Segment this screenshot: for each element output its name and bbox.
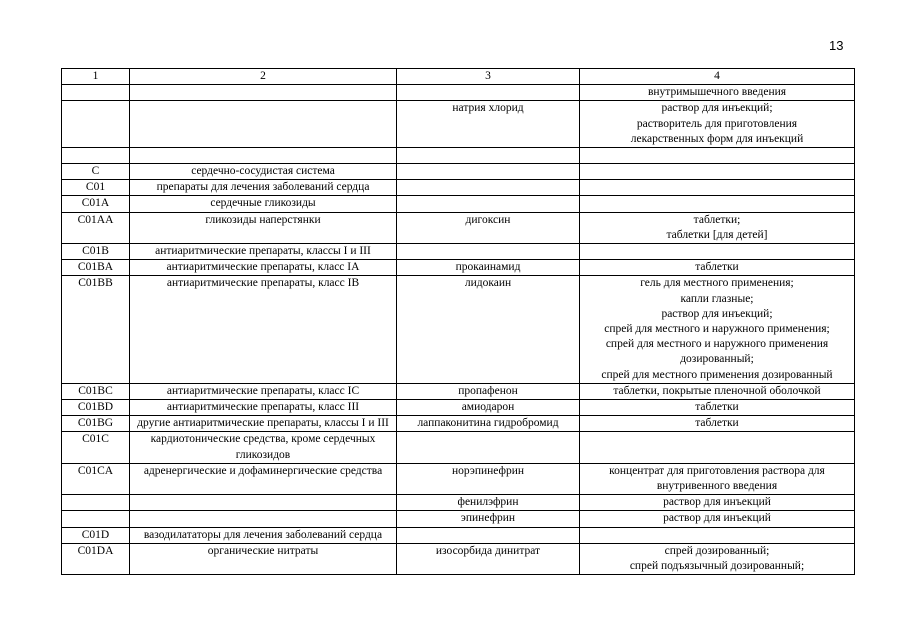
drug-name-cell: амиодарон — [397, 400, 580, 416]
table-row — [62, 148, 855, 164]
dosage-form-cell — [580, 511, 855, 527]
atc-code-cell: C01BC — [62, 383, 130, 399]
drug-name-cell: дигоксин — [397, 212, 580, 243]
group-name-cell: гликозиды наперстянки — [130, 212, 397, 243]
drug-name-cell — [397, 244, 580, 260]
atc-code-cell: C01 — [62, 180, 130, 196]
group-name-cell: антиаритмические препараты, классы I и III — [130, 244, 397, 260]
dosage-form-line: раствор для инъекций — [663, 496, 771, 509]
drug-name-cell — [397, 432, 580, 463]
dosage-form-line: таблетки [для детей] — [666, 228, 768, 241]
table-row — [62, 432, 855, 463]
dosage-form-line: лекарственных форм для инъекций — [630, 132, 804, 145]
drug-name-cell — [397, 180, 580, 196]
dosage-form-cell — [580, 148, 855, 164]
dosage-form-line: спрей подъязычный дозированный; — [629, 560, 805, 573]
header-cell-2: 2 — [130, 69, 397, 85]
table-row — [62, 511, 855, 527]
group-name-cell — [130, 495, 397, 511]
group-name-cell — [130, 85, 397, 101]
dosage-form-line: внутримышечного введения — [647, 86, 787, 99]
table-row — [62, 85, 855, 101]
header-cell-3: 3 — [397, 69, 580, 85]
dosage-form-line: спрей для местного и наружного применения; — [604, 323, 830, 336]
dosage-form-cell — [580, 180, 855, 196]
dosage-form-line: гель для местного применения; — [640, 277, 794, 290]
dosage-form-line: таблетки; — [693, 213, 741, 226]
table-row — [62, 276, 855, 383]
group-name-cell: адренергические и дофаминергические средства — [130, 463, 397, 494]
atc-code-cell: C01AA — [62, 212, 130, 243]
table-row — [62, 543, 855, 574]
dosage-form-cell — [580, 85, 855, 101]
atc-code-cell: C01A — [62, 196, 130, 212]
group-name-cell: вазодилататоры для лечения заболеваний сердца — [130, 527, 397, 543]
dosage-form-cell — [580, 400, 855, 416]
table-row — [62, 101, 855, 148]
table-row — [62, 400, 855, 416]
drug-name-cell: натрия хлорид — [397, 101, 580, 148]
dosage-form-line: таблетки, покрытые пленочной оболочкой — [613, 384, 821, 397]
dosage-form-cell — [580, 164, 855, 180]
header-cell-1: 1 — [62, 69, 130, 85]
dosage-form-line: спрей для местного и наружного применения — [605, 338, 829, 351]
group-name-cell: антиаритмические препараты, класс III — [130, 400, 397, 416]
dosage-form-cell — [580, 463, 855, 494]
atc-code-cell — [62, 85, 130, 101]
atc-code-cell: C01BG — [62, 416, 130, 432]
dosage-form-line: таблетки — [695, 261, 739, 274]
atc-code-cell: C01BD — [62, 400, 130, 416]
dosage-form-line: раствор для инъекций; — [661, 307, 773, 320]
drug-name-cell — [397, 164, 580, 180]
drug-name-cell: изосорбида динитрат — [397, 543, 580, 574]
dosage-form-line: раствор для инъекций; — [661, 102, 773, 115]
dosage-form-cell — [580, 543, 855, 574]
header-cell-4: 4 — [580, 69, 855, 85]
atc-code-cell: C — [62, 164, 130, 180]
drug-name-cell: прокаинамид — [397, 260, 580, 276]
dosage-form-line: внутривенного введения — [656, 480, 778, 493]
dosage-form-cell — [580, 276, 855, 383]
table-row — [62, 527, 855, 543]
table-row — [62, 260, 855, 276]
dosage-form-cell — [580, 101, 855, 148]
table-row — [62, 164, 855, 180]
group-name-cell: органические нитраты — [130, 543, 397, 574]
drug-name-cell — [397, 527, 580, 543]
table-row — [62, 463, 855, 494]
atc-code-cell: C01BA — [62, 260, 130, 276]
dosage-form-line: раствор для инъекций — [663, 512, 771, 525]
table-row — [62, 196, 855, 212]
group-name-cell: антиаритмические препараты, класс IB — [130, 276, 397, 383]
drug-name-cell: лидокаин — [397, 276, 580, 383]
dosage-form-line: таблетки — [695, 401, 739, 414]
group-name-cell — [130, 148, 397, 164]
drug-name-cell: эпинефрин — [397, 511, 580, 527]
group-name-cell: антиаритмические препараты, класс IC — [130, 383, 397, 399]
drug-name-cell: пропафенон — [397, 383, 580, 399]
group-name-cell: сердечно-сосудистая система — [130, 164, 397, 180]
group-name-cell — [130, 101, 397, 148]
drug-name-cell: норэпинефрин — [397, 463, 580, 494]
atc-code-cell — [62, 495, 130, 511]
dosage-form-cell — [580, 495, 855, 511]
dosage-form-cell — [580, 383, 855, 399]
group-name-cell: препараты для лечения заболеваний сердца — [130, 180, 397, 196]
drug-classification-table — [61, 68, 855, 575]
dosage-form-cell — [580, 527, 855, 543]
table-header-row — [62, 69, 855, 85]
dosage-form-line: концентрат для приготовления раствора для — [609, 464, 825, 477]
table-row — [62, 416, 855, 432]
dosage-form-cell — [580, 196, 855, 212]
table-row — [62, 180, 855, 196]
drug-name-cell: лаппаконитина гидробромид — [397, 416, 580, 432]
group-name-cell: другие антиаритмические препараты, классы I и III — [130, 416, 397, 432]
dosage-form-line: таблетки — [695, 417, 739, 430]
atc-code-cell: C01B — [62, 244, 130, 260]
table-row — [62, 212, 855, 243]
group-name-cell: сердечные гликозиды — [130, 196, 397, 212]
dosage-form-cell — [580, 260, 855, 276]
atc-code-cell: C01DA — [62, 543, 130, 574]
drug-name-cell — [397, 85, 580, 101]
dosage-form-cell — [580, 212, 855, 243]
group-name-cell: кардиотонические средства, кроме сердечных гликозидов — [130, 432, 397, 463]
dosage-form-line: капли глазные; — [680, 292, 754, 305]
page-number: 13 — [829, 38, 844, 53]
dosage-form-cell — [580, 244, 855, 260]
atc-code-cell — [62, 511, 130, 527]
dosage-form-cell — [580, 416, 855, 432]
atc-code-cell: C01D — [62, 527, 130, 543]
dosage-form-line: растворитель для приготовления — [636, 117, 798, 130]
drug-name-cell: фенилэфрин — [397, 495, 580, 511]
group-name-cell — [130, 511, 397, 527]
drug-name-cell — [397, 196, 580, 212]
atc-code-cell: C01BB — [62, 276, 130, 383]
table-row — [62, 495, 855, 511]
drug-name-cell — [397, 148, 580, 164]
atc-code-cell: C01CA — [62, 463, 130, 494]
dosage-form-line: спрей дозированный; — [664, 544, 770, 557]
atc-code-cell: C01C — [62, 432, 130, 463]
atc-code-cell — [62, 101, 130, 148]
dosage-form-line: спрей для местного применения дозированный — [601, 368, 833, 381]
dosage-form-cell — [580, 432, 855, 463]
atc-code-cell — [62, 148, 130, 164]
group-name-cell: антиаритмические препараты, класс IA — [130, 260, 397, 276]
dosage-form-line: дозированный; — [680, 353, 754, 366]
table-row — [62, 244, 855, 260]
table-row — [62, 383, 855, 399]
